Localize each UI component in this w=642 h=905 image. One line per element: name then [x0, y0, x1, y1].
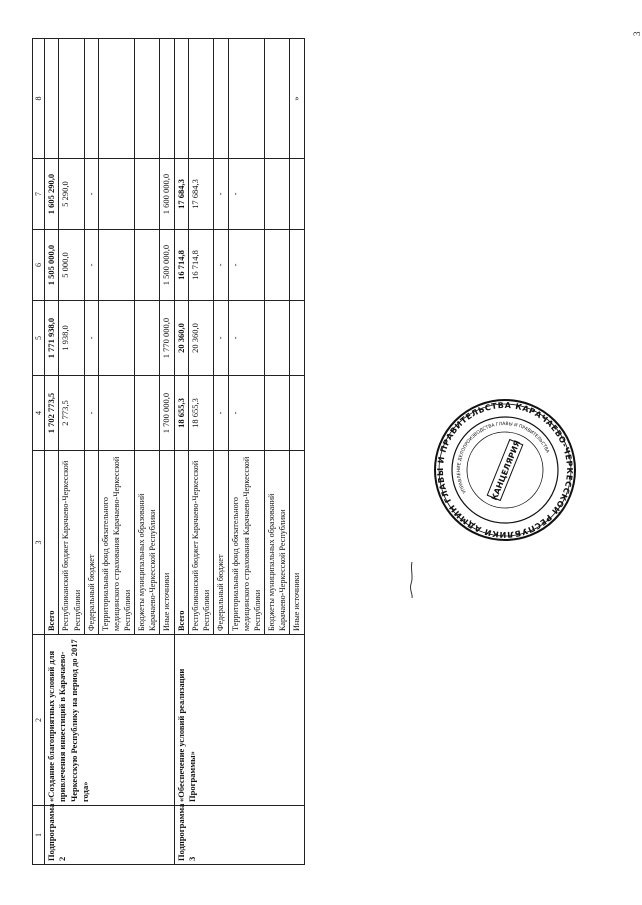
amount-cell: 18 655,3 [189, 376, 214, 451]
amount-cell [135, 39, 160, 159]
amount-cell: - [228, 230, 264, 301]
column-number: 3 [33, 451, 45, 635]
amount-cell: 1 700 000,0 [160, 376, 174, 451]
amount-cell: 1 505 000,0 [45, 230, 59, 301]
amount-cell: 17 684,3 [174, 159, 188, 230]
official-seal [432, 397, 578, 543]
amount-cell: - [214, 159, 228, 230]
seal-inner-text: УПРАВЛЕНИЕ ДЕЛОПРОИЗВОДСТВА ГЛАВЫ И ПРАВИТЕЛЬСТВА [456, 421, 550, 494]
funding-source: Территориальный фонд обязательного медицинского страхования Карачаево-Черкесской Республики [99, 451, 135, 635]
funding-source: Всего [45, 451, 59, 635]
amount-cell: 1 702 773,5 [45, 376, 59, 451]
amount-cell: 20 360,0 [174, 301, 188, 376]
amount-cell [135, 376, 160, 451]
amount-cell: - [228, 301, 264, 376]
column-number: 4 [33, 376, 45, 451]
amount-cell [265, 159, 290, 230]
amount-cell: - [214, 376, 228, 451]
amount-cell: - [84, 230, 98, 301]
amount-cell [99, 301, 135, 376]
budget-table [32, 38, 305, 865]
table-row [174, 39, 188, 865]
funding-source: Бюджеты муниципальных образований Карачаево-Черкесской Республики [265, 451, 290, 635]
column-number: 1 [33, 806, 45, 865]
amount-cell [160, 39, 174, 159]
amount-cell: - [84, 376, 98, 451]
amount-cell: 1 771 938,0 [45, 301, 59, 376]
table-row [45, 39, 59, 865]
amount-cell [135, 230, 160, 301]
amount-cell [135, 301, 160, 376]
amount-cell [45, 39, 59, 159]
amount-cell [265, 376, 290, 451]
funding-source: Иные источники [290, 451, 304, 635]
column-number: 6 [33, 230, 45, 301]
amount-cell: 1 500 000,0 [160, 230, 174, 301]
funding-source: Бюджеты муниципальных образований Карачаево-Черкесской Республики [135, 451, 160, 635]
amount-cell: 1 938,0 [59, 301, 84, 376]
amount-cell: - [214, 230, 228, 301]
amount-cell [265, 39, 290, 159]
amount-cell: 5 290,0 [59, 159, 84, 230]
amount-cell: » [290, 39, 304, 159]
funding-source: Территориальный фонд обязательного медицинского страхования Карачаево-Черкесской Республики [228, 451, 264, 635]
amount-cell: 16 714,8 [189, 230, 214, 301]
column-number: 7 [33, 159, 45, 230]
amount-cell [59, 39, 84, 159]
subprogram-label: Подпрограмма 2 [45, 806, 175, 865]
amount-cell: 1 770 000,0 [160, 301, 174, 376]
amount-cell [99, 39, 135, 159]
amount-cell: 20 360,0 [189, 301, 214, 376]
amount-cell: - [84, 301, 98, 376]
amount-cell [189, 39, 214, 159]
funding-source: Федеральный бюджет [214, 451, 228, 635]
signature-mark [404, 560, 420, 600]
page-number: 3 [632, 31, 642, 36]
amount-cell: - [228, 159, 264, 230]
amount-cell: 17 684,3 [189, 159, 214, 230]
funding-source: Республиканский бюджет Карачаево-Черкесской Республики [59, 451, 84, 635]
funding-source: Республиканский бюджет Карачаево-Черкесской Республики [189, 451, 214, 635]
amount-cell: 16 714,8 [174, 230, 188, 301]
amount-cell [99, 230, 135, 301]
column-number: 5 [33, 301, 45, 376]
amount-cell [290, 159, 304, 230]
amount-cell [99, 376, 135, 451]
table-body [33, 39, 305, 865]
amount-cell: - [228, 376, 264, 451]
subprogram-name: «Обеспечение условий реализации Программы» [174, 635, 304, 806]
amount-cell: - [84, 159, 98, 230]
amount-cell [290, 230, 304, 301]
funding-source: Иные источники [160, 451, 174, 635]
amount-cell [214, 39, 228, 159]
amount-cell [99, 159, 135, 230]
subprogram-label: Подпрограмма 3 [174, 806, 304, 865]
amount-cell: 1 600 000,0 [160, 159, 174, 230]
funding-source: Федеральный бюджет [84, 451, 98, 635]
column-number: 8 [33, 39, 45, 159]
column-number: 2 [33, 635, 45, 806]
amount-cell [290, 376, 304, 451]
amount-cell: 5 000,0 [59, 230, 84, 301]
amount-cell [228, 39, 264, 159]
amount-cell: 1 605 290,0 [45, 159, 59, 230]
amount-cell [174, 39, 188, 159]
amount-cell [290, 301, 304, 376]
budget-table-rotated [32, 39, 427, 865]
amount-cell: 2 773,5 [59, 376, 84, 451]
subprogram-name: «Создание благоприятных условий для привлечения инвестиций в Карачаево-Черкесскую Республику на период до 2017 года» [45, 635, 175, 806]
amount-cell: - [214, 301, 228, 376]
amount-cell [135, 159, 160, 230]
amount-cell [84, 39, 98, 159]
amount-cell: 18 655,3 [174, 376, 188, 451]
seal-outer-text: ГЛАВЫ И ПРАВИТЕЛЬСТВА КАРАЧАЕВО-ЧЕРКЕССКОЙ РЕСПУБЛИКИ АДМИНИСТРАЦИЯ [435, 400, 575, 540]
funding-source: Всего [174, 451, 188, 635]
column-number-row [33, 39, 45, 865]
amount-cell [265, 301, 290, 376]
seal-center-text: КАНЦЕЛЯРИЯ [489, 439, 523, 502]
amount-cell [265, 230, 290, 301]
